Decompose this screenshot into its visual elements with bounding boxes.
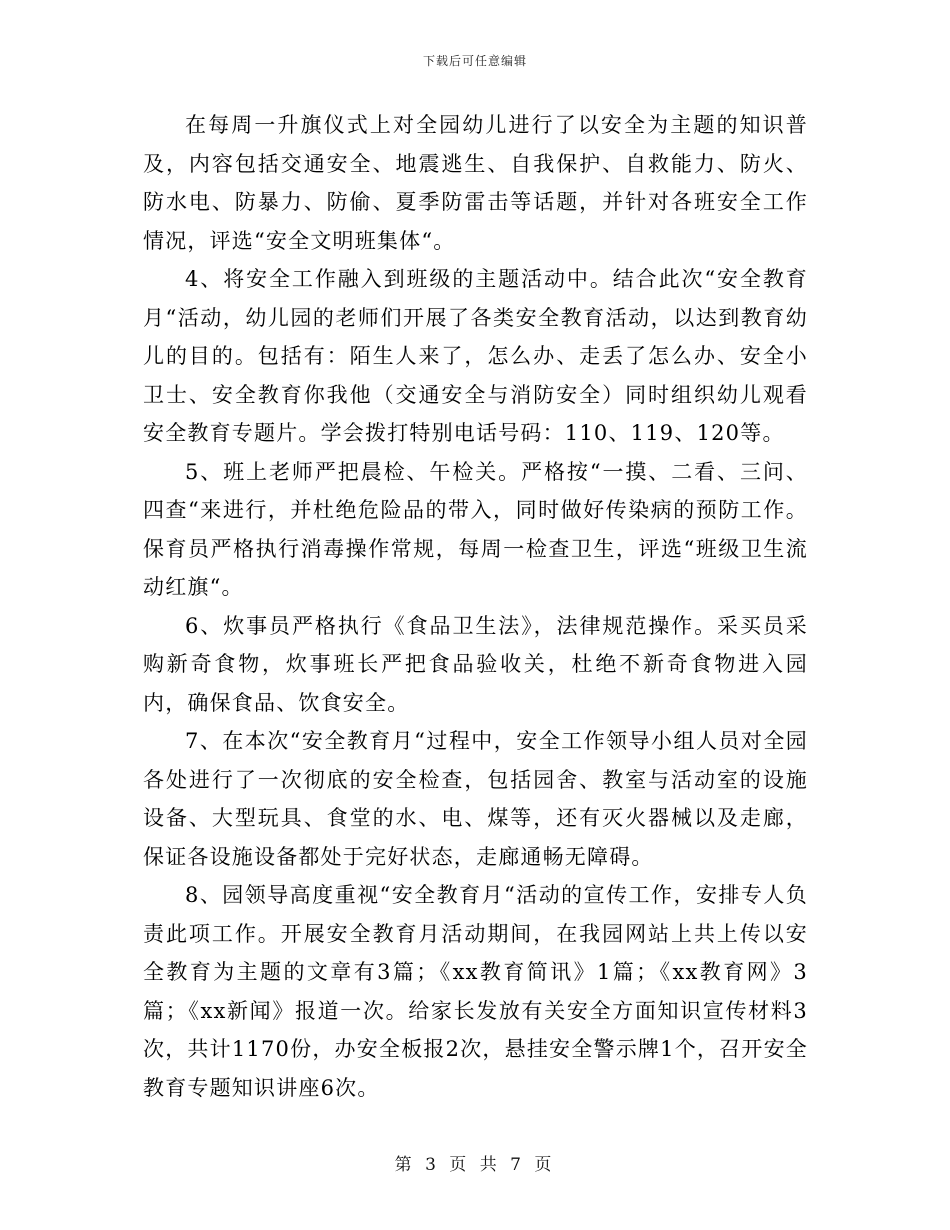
paragraph-health-check: 5、班上老师严把晨检、午检关。严格按“一摸、二看、三问、四查“来进行，并杜绝危险品的带入，同时做好传染病的预防工作。保育员严格执行消毒操作常规，每周一检查卫生，评选“班级卫生流动红旗“。	[143, 459, 808, 599]
page-header: 下载后可任意编辑	[422, 54, 527, 68]
paragraph-food-safety: 6、炊事员严格执行《食品卫生法》，法律规范操作。采买员采购新奇食物，炊事班长严把食品验收关，杜绝不新奇食物进入园内，确保食品、饮食安全。	[143, 613, 808, 715]
paragraph-safety-assembly: 在每周一升旗仪式上对全园幼儿进行了以安全为主题的知识普及，内容包括交通安全、地震逃生、自我保护、自救能力、防火、防水电、防暴力、防偷、夏季防雷击等话题，并针对各班安全工作情况，评选“安全文明班集体“。	[143, 113, 808, 253]
page-number-footer: 第 3 页 共 7 页	[394, 1155, 556, 1175]
document-body	[143, 106, 808, 1107]
paragraph-publicity: 8、园领导高度重视“安全教育月“活动的宣传工作，安排专人负责此项工作。开展安全教育月活动期间，在我园网站上共上传以安全教育为主题的文章有3篇；《xx教育简讯》1篇；《xx教育网》3篇；《xx新闻》报道一次。给家长发放有关安全方面知识宣传材料3次，共计1170份，办安全板报2次，悬挂安全警示牌1个，召开安全教育专题知识讲座6次。	[143, 883, 808, 1100]
paragraph-class-activities: 4、将安全工作融入到班级的主题活动中。结合此次“安全教育月“活动，幼儿园的老师们开展了各类安全教育活动，以达到教育幼儿的目的。包括有：陌生人来了，怎么办、走丢了怎么办、安全小卫士、安全教育你我他（交通安全与消防安全）同时组织幼儿观看安全教育专题片。学会拨打特别电话号码：110、119、120等。	[143, 267, 808, 445]
paragraph-safety-inspection: 7、在本次“安全教育月“过程中，安全工作领导小组人员对全园各处进行了一次彻底的安全检查，包括园舍、教室与活动室的设施设备、大型玩具、食堂的水、电、煤等，还有灭火器械以及走廊，保证各设施设备都处于完好状态，走廊通畅无障碍。	[143, 729, 808, 869]
